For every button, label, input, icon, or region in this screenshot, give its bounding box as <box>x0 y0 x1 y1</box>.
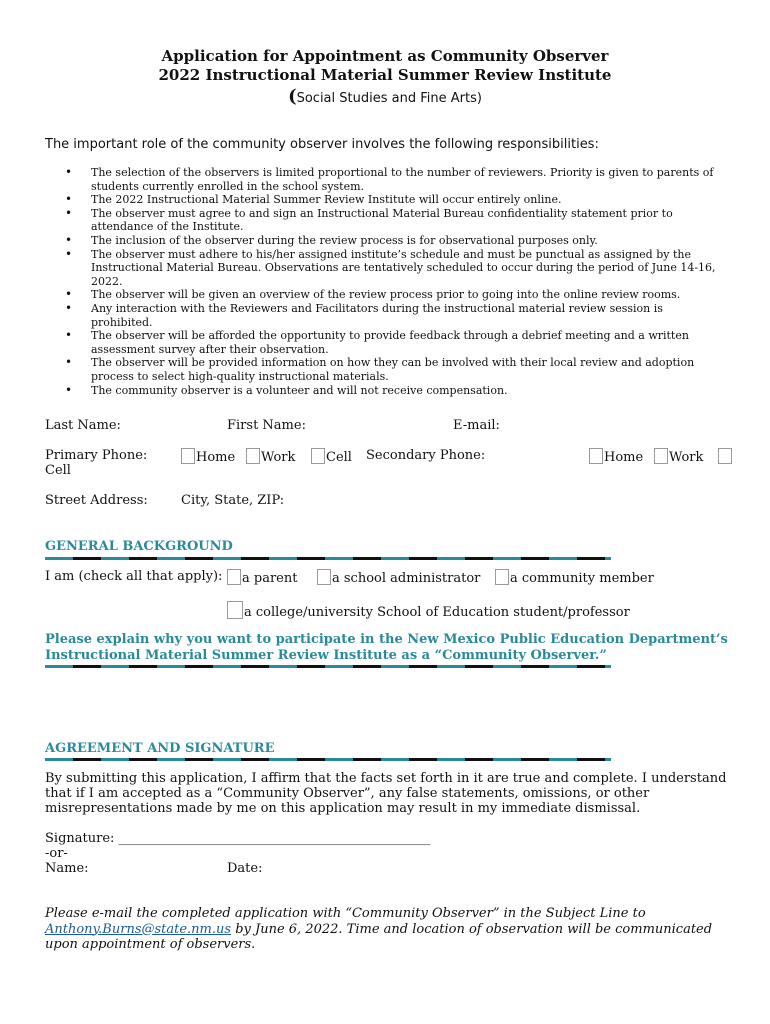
signature-line[interactable]: Signature: ________________________________________________ <box>45 831 431 846</box>
college-university-label: a college/university School of Education student/professor <box>244 605 630 620</box>
date-label: Date: <box>227 861 263 876</box>
subtitle-text: Social Studies and Fine Arts) <box>296 91 482 106</box>
school-administrator-checkbox[interactable] <box>317 569 331 585</box>
submission-instructions <box>45 906 745 953</box>
secondary-work-label: Work <box>669 450 704 465</box>
general-background-heading: GENERAL BACKGROUND <box>45 539 233 554</box>
section-divider <box>45 665 611 668</box>
list-item: • The observer will be given an overview of the review process prior to going into the online review rooms. <box>45 288 725 302</box>
primary-cell-option[interactable] <box>311 448 352 465</box>
document-subtitle <box>0 86 770 107</box>
primary-work-checkbox[interactable] <box>246 448 260 464</box>
list-item: • The observer will be provided information on how they can be involved with their local review and adoption process to select high-quality instructional materials. <box>45 356 725 383</box>
primary-home-label: Home <box>196 450 236 465</box>
primary-cell-label: Cell <box>326 450 352 465</box>
college-university-checkbox[interactable] <box>227 601 243 619</box>
name-label: Name: <box>45 861 89 876</box>
list-item: • The observer will be afforded the opportunity to provide feedback through a debrief meeting and a written assessment survey after their observation. <box>45 329 725 356</box>
secondary-home-label: Home <box>604 450 644 465</box>
primary-work-label: Work <box>261 450 296 465</box>
parent-label: a parent <box>242 571 298 586</box>
instructions-text-end: by June 6, 2022. Time and location of observation will be communicated upon appointment of observers. <box>45 921 713 952</box>
responsibilities-list <box>45 166 725 397</box>
primary-cell-checkbox[interactable] <box>311 448 325 464</box>
first-name-label: First Name: <box>227 418 306 433</box>
community-member-label: a community member <box>510 571 654 586</box>
primary-home-checkbox[interactable] <box>181 448 195 464</box>
community-member-checkbox[interactable] <box>495 569 509 585</box>
option-college-university[interactable] <box>227 601 630 620</box>
last-name-label: Last Name: <box>45 418 121 433</box>
parent-checkbox[interactable] <box>227 569 241 585</box>
list-item: • The inclusion of the observer during the review process is for observational purposes only. <box>45 234 725 248</box>
instructions-text-start: Please e-mail the completed application with “Community Observer” in the Subject Line to <box>45 906 646 921</box>
section-divider <box>45 758 611 761</box>
list-item: • The observer must adhere to his/her assigned institute’s schedule and must be punctual as assigned by the Instructional Material Bureau. Observations are tentatively scheduled to occur during the period of June 14-16, 2022. <box>45 248 725 289</box>
agreement-text: By submitting this application, I affirm that the facts set forth in it are true and complete. I understand that if I am accepted as a “Community Observer”, any false statements, omissions, or other misrepresentations made by me on this application may result in my immediate dismissal. <box>45 771 727 816</box>
document-title-line2: 2022 Instructional Material Summer Review Institute <box>158 66 612 84</box>
option-community-member[interactable] <box>495 569 654 586</box>
secondary-work-option[interactable] <box>654 448 703 465</box>
option-school-administrator[interactable] <box>317 569 480 586</box>
primary-work-option[interactable] <box>246 448 295 465</box>
list-item: • The selection of the observers is limited proportional to the number of reviewers. Priority is given to parents of students currently enrolled in the school system. <box>45 166 725 193</box>
contact-email-link[interactable]: Anthony.Burns@state.nm.us <box>45 921 232 937</box>
agreement-heading: AGREEMENT AND SIGNATURE <box>45 741 275 756</box>
primary-phone-label: Primary Phone: <box>45 448 148 463</box>
secondary-cell-option[interactable] <box>718 448 733 465</box>
list-item: • The community observer is a volunteer and will not receive compensation. <box>45 384 725 398</box>
city-state-zip-label: City, State, ZIP: <box>181 493 285 508</box>
street-address-label: Street Address: <box>45 493 148 508</box>
secondary-phone-label: Secondary Phone: <box>366 448 486 463</box>
secondary-work-checkbox[interactable] <box>654 448 668 464</box>
explain-prompt: Please explain why you want to participate in the New Mexico Public Education Department’s Instructional Material Summer Review Institute as a “Community Observer.” <box>45 632 728 663</box>
subtitle-paren: ( <box>288 86 297 107</box>
list-item: • The observer must agree to and sign an Instructional Material Bureau confidentiality statement prior to attendance of the Institute. <box>45 207 725 234</box>
secondary-home-option[interactable] <box>589 448 643 465</box>
list-item: • Any interaction with the Reviewers and Facilitators during the instructional material review session is prohibited. <box>45 302 725 329</box>
list-item: • The 2022 Instructional Material Summer Review Institute will occur entirely online. <box>45 193 725 207</box>
primary-phone-cell-wrap: Cell <box>45 463 71 478</box>
secondary-home-checkbox[interactable] <box>589 448 603 464</box>
or-label: -or- <box>45 846 68 861</box>
section-divider <box>45 557 611 560</box>
primary-home-option[interactable] <box>181 448 235 465</box>
intro-text: The important role of the community observer involves the following responsibilities: <box>45 137 599 152</box>
school-administrator-label: a school administrator <box>332 571 481 586</box>
document-title: Application for Appointment as Community Observer <box>161 47 609 65</box>
option-parent[interactable] <box>227 569 297 586</box>
email-label: E-mail: <box>453 418 500 433</box>
check-all-prompt: I am (check all that apply): <box>45 569 223 584</box>
secondary-cell-checkbox[interactable] <box>718 448 732 464</box>
